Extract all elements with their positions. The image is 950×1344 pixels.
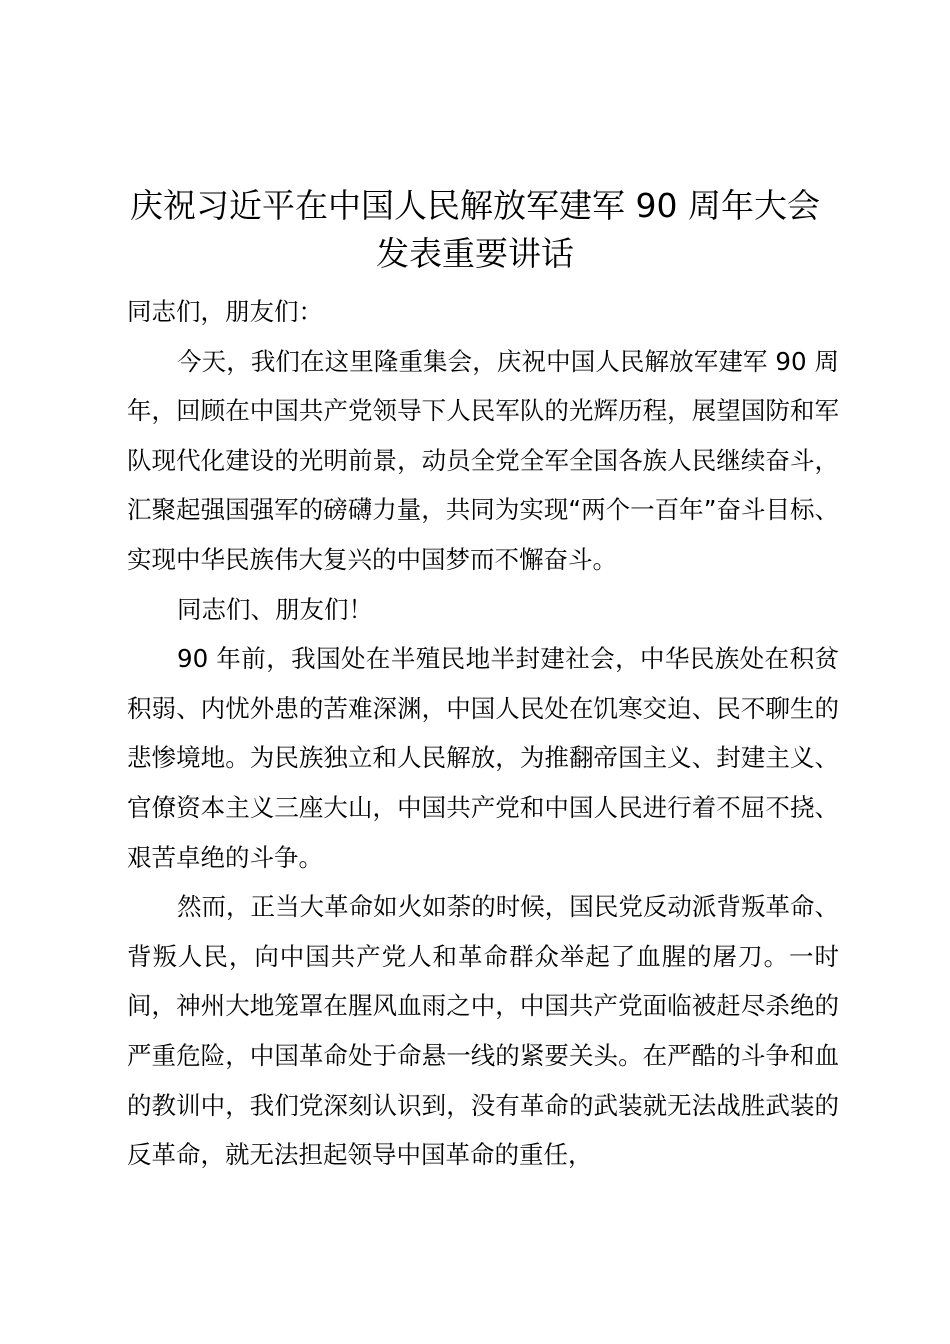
document-title: 庆祝习近平在中国人民解放军建军 90 周年大会发表重要讲话	[130, 186, 820, 273]
salutation: 同志们，朋友们：	[127, 297, 323, 326]
document-body	[127, 287, 839, 1180]
paragraph: 同志们、朋友们！	[177, 594, 373, 624]
paragraph: 然而，正当大革命如火如荼的时候，国民党反动派背叛革命、背叛人民，向中国共产党人和革命群众举起了血腥的屠刀。一时间，神州大地笼罩在腥风血雨之中，中国共产党面临被赶尽杀绝的严重危险，中国革命处于命悬一线的紧要关头。在严酷的斗争和血的教训中，我们党深刻认识到，没有革命的武装就无法战胜武装的反革命，就无法担起领导中国革命的重任，	[127, 892, 839, 1170]
paragraph: 今天，我们在这里隆重集会，庆祝中国人民解放军建军 90 周年，回顾在中国共产党领导下人民军队的光辉历程，展望国防和军队现代化建设的光明前景，动员全党全军全国各族人民继续奋斗，汇聚起强国强军的磅礴力量，共同为实现“两个一百年”奋斗目标、实现中华民族伟大复兴的中国梦而不懈奋斗。	[127, 346, 839, 574]
paragraph: 90 年前，我国处在半殖民地半封建社会，中华民族处在积贫积弱、内忧外患的苦难深渊，中国人民处在饥寒交迫、民不聊生的悲惨境地。为民族独立和人民解放，为推翻帝国主义、封建主义、官僚资本主义三座大山，中国共产党和中国人民进行着不屈不挠、艰苦卓绝的斗争。	[127, 644, 839, 872]
